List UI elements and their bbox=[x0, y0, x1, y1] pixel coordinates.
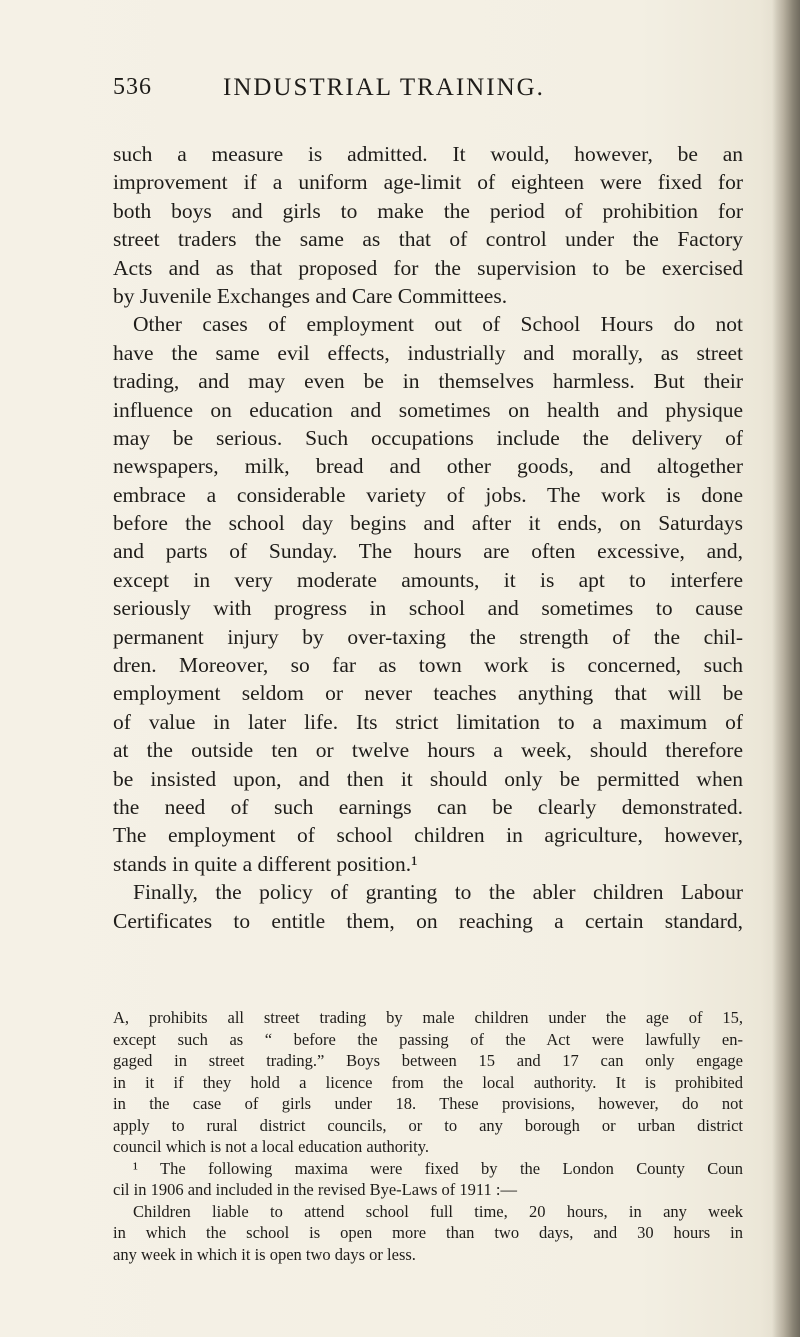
footnote-line: apply to rural district councils, or to any borough or urban district bbox=[113, 1115, 743, 1135]
footnote-line: except such as “ before the passing of the Act were lawfully en- bbox=[113, 1029, 743, 1049]
body-line: at the outside ten or twelve hours a week, should therefore bbox=[113, 738, 743, 763]
body-line: embrace a considerable variety of jobs. The work is done bbox=[113, 482, 743, 507]
body-line: have the same evil effects, industrially and morally, as street bbox=[113, 340, 743, 365]
body-line: seriously with progress in school and sometimes to cause bbox=[113, 596, 743, 621]
body-line: before the school day begins and after it ends, on Saturdays bbox=[113, 511, 743, 536]
body-line: stands in quite a different position.¹ bbox=[113, 851, 418, 876]
footnote-line: A, prohibits all street trading by male children under the age of 15, bbox=[113, 1008, 743, 1027]
footnote-line: in it if they hold a licence from the local authority. It is prohibited bbox=[113, 1072, 743, 1092]
page-header bbox=[113, 74, 733, 114]
footnote-line: in the case of girls under 18. These provisions, however, do not bbox=[113, 1094, 743, 1113]
body-line: Finally, the policy of granting to the abler children Labour bbox=[133, 880, 743, 905]
body-line: The employment of school children in agriculture, however, bbox=[113, 823, 743, 848]
body-line: by Juvenile Exchanges and Care Committees. bbox=[113, 283, 508, 308]
body-line: permanent injury by over-taxing the strength of the chil- bbox=[113, 624, 743, 649]
body-line: and parts of Sunday. The hours are often excessive, and, bbox=[113, 539, 743, 564]
body-line: trading, and may even be in themselves harmless. But their bbox=[113, 369, 743, 394]
body-line: Other cases of employment out of School Hours do not bbox=[133, 312, 743, 337]
body-line: influence on education and sometimes on health and physique bbox=[113, 397, 743, 422]
footnotes bbox=[113, 1007, 743, 1265]
body-line: newspapers, milk, bread and other goods, and altogether bbox=[113, 454, 743, 479]
body-line: the need of such earnings can be clearly demonstrated. bbox=[113, 794, 743, 819]
footnote-line: ¹ The following maxima were fixed by the London County Coun bbox=[133, 1158, 743, 1178]
body-line: both boys and girls to make the period of prohibition for bbox=[113, 198, 743, 223]
body-line: such a measure is admitted. It would, however, be an bbox=[113, 142, 743, 166]
body-line: Certificates to entitle them, on reaching a certain standard, bbox=[113, 908, 743, 933]
page-binding-shadow bbox=[772, 0, 800, 1337]
body-line: street traders the same as that of control under the Factory bbox=[113, 227, 743, 252]
footnote-line: cil in 1906 and included in the revised Bye-Laws of 1911 :— bbox=[113, 1180, 518, 1199]
body-text bbox=[113, 140, 743, 935]
footnote-line: Children liable to attend school full time, 20 hours, in any week bbox=[133, 1201, 743, 1221]
footnote-line: any week in which it is open two days or less. bbox=[113, 1244, 416, 1264]
body-line: improvement if a uniform age-limit of eighteen were fixed for bbox=[113, 170, 743, 195]
body-line: Acts and as that proposed for the supervision to be exercised bbox=[113, 255, 743, 280]
body-line: except in very moderate amounts, it is apt to interfere bbox=[113, 567, 743, 592]
body-line: dren. Moreover, so far as town work is concerned, such bbox=[113, 653, 743, 678]
footnote-line: gaged in street trading.” Boys between 15 and 17 can only engage bbox=[113, 1051, 743, 1070]
body-line: be insisted upon, and then it should only be permitted when bbox=[113, 766, 743, 791]
running-title: INDUSTRIAL TRAINING. bbox=[223, 74, 545, 101]
body-line: of value in later life. Its strict limitation to a maximum of bbox=[113, 709, 743, 734]
body-line: may be serious. Such occupations include the delivery of bbox=[113, 425, 743, 450]
footnote-line: council which is not a local education authority. bbox=[113, 1137, 430, 1156]
body-line: employment seldom or never teaches anything that will be bbox=[113, 681, 743, 706]
footnote-line: in which the school is open more than two days, and 30 hours in bbox=[113, 1223, 743, 1242]
page-number: 536 bbox=[113, 74, 152, 100]
